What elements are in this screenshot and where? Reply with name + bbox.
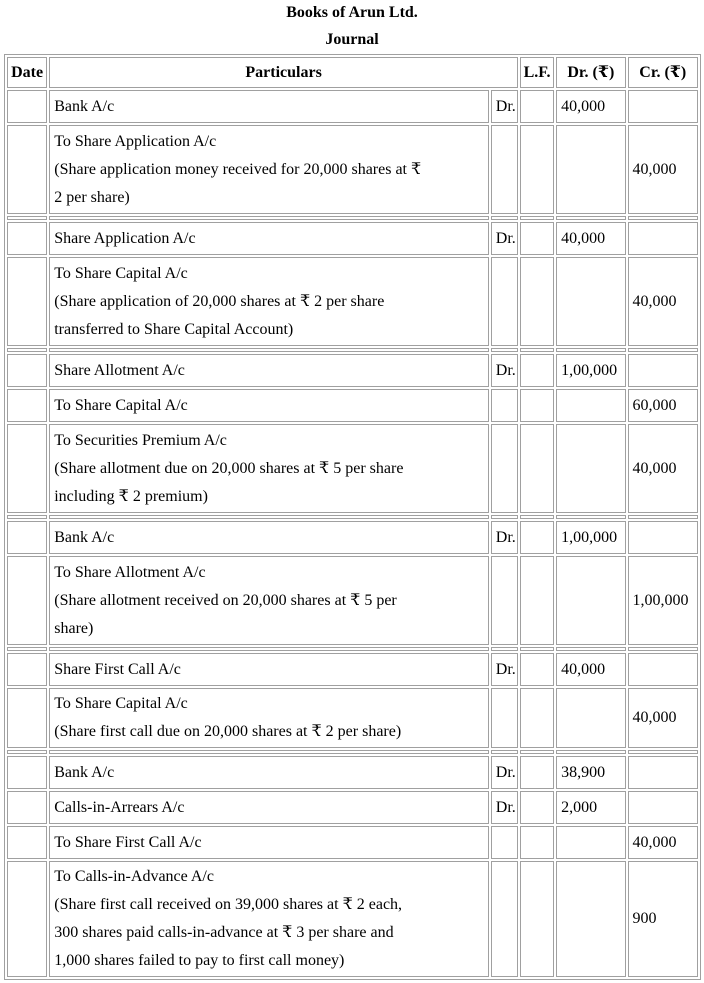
particular-text: To Calls-in-Advance A/c <box>54 868 214 885</box>
cr-amount-cell: 40,000 <box>628 826 698 859</box>
narration-line: transferred to Share Capital Account) <box>54 320 294 338</box>
cr-amount-cell <box>628 222 698 255</box>
dr-amount-cell <box>556 861 625 977</box>
narration-line: (Share application money received for 20,000 shares at ₹ <box>54 160 422 178</box>
narration-line: (Share first call due on 20,000 shares at ₹ 2 per share) <box>54 723 402 740</box>
table-row <box>7 354 698 387</box>
lf-cell <box>520 389 554 422</box>
company-title: Books of Arun Ltd. <box>286 4 418 21</box>
lf-cell <box>520 556 554 645</box>
particulars-cell <box>49 688 489 748</box>
date-cell <box>7 791 47 824</box>
lf-cell <box>520 688 554 748</box>
particulars-cell <box>49 90 489 123</box>
lf-cell <box>520 653 554 686</box>
particular-text: Bank A/c <box>54 763 115 781</box>
dr-amount-cell <box>556 257 625 346</box>
separator-row <box>7 348 698 352</box>
col-header-dr: Dr. (₹) <box>556 57 625 88</box>
dr-amount-cell <box>556 556 625 645</box>
separator-row <box>7 750 698 754</box>
dr-amount-cell: 2,000 <box>556 791 625 824</box>
date-cell <box>7 424 47 513</box>
narration-line: share) <box>54 619 94 637</box>
lf-cell <box>520 756 554 789</box>
particulars-cell <box>49 521 489 554</box>
table-row <box>7 556 698 645</box>
cr-amount-cell: 40,000 <box>628 257 698 346</box>
date-cell <box>7 257 47 346</box>
particular-text: To Share First Call A/c <box>54 833 202 851</box>
particular-text: To Share Allotment A/c <box>54 563 206 581</box>
date-cell <box>7 756 47 789</box>
table-row <box>7 90 698 123</box>
particular-text: Share First Call A/c <box>54 660 181 678</box>
dr-sign-cell <box>491 125 518 214</box>
lf-cell <box>520 861 554 977</box>
date-cell <box>7 826 47 859</box>
particular-text: To Securities Premium A/c <box>54 431 227 449</box>
date-cell <box>7 556 47 645</box>
cr-amount-cell: 1,00,000 <box>628 556 698 645</box>
cr-amount-cell <box>628 791 698 824</box>
date-cell <box>7 521 47 554</box>
col-header-lf: L.F. <box>520 57 554 88</box>
table-row <box>7 653 698 686</box>
date-cell <box>7 389 47 422</box>
dr-amount-cell <box>556 688 625 748</box>
dr-sign-cell <box>491 688 518 748</box>
table-row <box>7 257 698 346</box>
particular-text: To Share Capital A/c <box>54 396 188 414</box>
dr-sign-cell: Dr. <box>491 222 518 255</box>
date-cell <box>7 861 47 977</box>
lf-cell <box>520 125 554 214</box>
cr-amount-cell <box>628 756 698 789</box>
header-row <box>7 57 698 88</box>
table-row <box>7 424 698 513</box>
dr-amount-cell: 40,000 <box>556 653 625 686</box>
table-row <box>7 861 698 977</box>
particulars-cell <box>49 791 489 824</box>
lf-cell <box>520 521 554 554</box>
date-cell <box>7 354 47 387</box>
separator-row <box>7 647 698 651</box>
lf-cell <box>520 90 554 123</box>
table-row <box>7 521 698 554</box>
col-header-date: Date <box>7 57 47 88</box>
date-cell <box>7 222 47 255</box>
particulars-cell <box>49 125 489 214</box>
particulars-cell <box>49 389 489 422</box>
particulars-cell <box>49 861 489 977</box>
table-row <box>7 125 698 214</box>
dr-amount-cell: 1,00,000 <box>556 521 625 554</box>
particulars-cell <box>49 354 489 387</box>
dr-sign-cell: Dr. <box>491 521 518 554</box>
particular-text: Bank A/c <box>54 97 115 115</box>
particulars-cell <box>49 556 489 645</box>
dr-amount-cell <box>556 389 625 422</box>
particular-text: Share Application A/c <box>54 229 196 247</box>
date-cell <box>7 125 47 214</box>
particulars-cell <box>49 653 489 686</box>
dr-amount-cell <box>556 826 625 859</box>
date-cell <box>7 688 47 748</box>
date-cell <box>7 90 47 123</box>
cr-amount-cell: 40,000 <box>628 688 698 748</box>
dr-amount-cell: 1,00,000 <box>556 354 625 387</box>
journal-title: Journal <box>325 31 379 48</box>
dr-amount-cell: 40,000 <box>556 222 625 255</box>
table-row <box>7 688 698 748</box>
particular-text: To Share Capital A/c <box>54 264 188 282</box>
dr-sign-cell: Dr. <box>491 90 518 123</box>
cr-amount-cell: 40,000 <box>628 424 698 513</box>
narration-line: 300 shares paid calls-in-advance at ₹ 3 per share and <box>54 924 394 941</box>
cr-amount-cell <box>628 354 698 387</box>
journal-table <box>4 54 701 980</box>
dr-sign-cell: Dr. <box>491 354 518 387</box>
particulars-cell <box>49 222 489 255</box>
dr-sign-cell <box>491 861 518 977</box>
narration-line: (Share first call received on 39,000 shares at ₹ 2 each, <box>54 896 403 913</box>
dr-sign-cell <box>491 826 518 859</box>
date-cell <box>7 653 47 686</box>
lf-cell <box>520 424 554 513</box>
dr-amount-cell <box>556 125 625 214</box>
particular-text: Bank A/c <box>54 528 115 546</box>
table-row <box>7 222 698 255</box>
separator-row <box>7 515 698 519</box>
cr-amount-cell <box>628 653 698 686</box>
narration-line: (Share application of 20,000 shares at ₹ 2 per share <box>54 292 385 310</box>
cr-amount-cell <box>628 90 698 123</box>
narration-line: including ₹ 2 premium) <box>54 487 208 505</box>
lf-cell <box>520 791 554 824</box>
particulars-cell <box>49 257 489 346</box>
narration-line: (Share allotment due on 20,000 shares at ₹ 5 per share <box>54 459 404 477</box>
particulars-cell <box>49 756 489 789</box>
table-row <box>7 389 698 422</box>
particulars-cell <box>49 826 489 859</box>
particulars-cell <box>49 424 489 513</box>
particular-text: Calls-in-Arrears A/c <box>54 798 185 816</box>
table-row <box>7 791 698 824</box>
dr-sign-cell <box>491 257 518 346</box>
narration-line: (Share allotment received on 20,000 shares at ₹ 5 per <box>54 591 397 609</box>
cr-amount-cell: 900 <box>628 861 698 977</box>
narration-line: 1,000 shares failed to pay to first call money) <box>54 952 345 969</box>
dr-sign-cell <box>491 389 518 422</box>
col-header-cr: Cr. (₹) <box>628 57 698 88</box>
particular-text: To Share Capital A/c <box>54 695 188 712</box>
lf-cell <box>520 222 554 255</box>
narration-line: 2 per share) <box>54 188 130 206</box>
dr-amount-cell: 40,000 <box>556 90 625 123</box>
dr-amount-cell: 38,900 <box>556 756 625 789</box>
cr-amount-cell: 40,000 <box>628 125 698 214</box>
dr-sign-cell: Dr. <box>491 756 518 789</box>
table-row <box>7 826 698 859</box>
col-header-particulars: Particulars <box>49 57 518 88</box>
dr-sign-cell <box>491 556 518 645</box>
lf-cell <box>520 257 554 346</box>
cr-amount-cell <box>628 521 698 554</box>
dr-sign-cell: Dr. <box>491 653 518 686</box>
table-row <box>7 756 698 789</box>
dr-sign-cell: Dr. <box>491 791 518 824</box>
separator-row <box>7 216 698 220</box>
dr-sign-cell <box>491 424 518 513</box>
lf-cell <box>520 826 554 859</box>
particular-text: To Share Application A/c <box>54 132 217 150</box>
dr-amount-cell <box>556 424 625 513</box>
lf-cell <box>520 354 554 387</box>
cr-amount-cell: 60,000 <box>628 389 698 422</box>
particular-text: Share Allotment A/c <box>54 361 185 379</box>
